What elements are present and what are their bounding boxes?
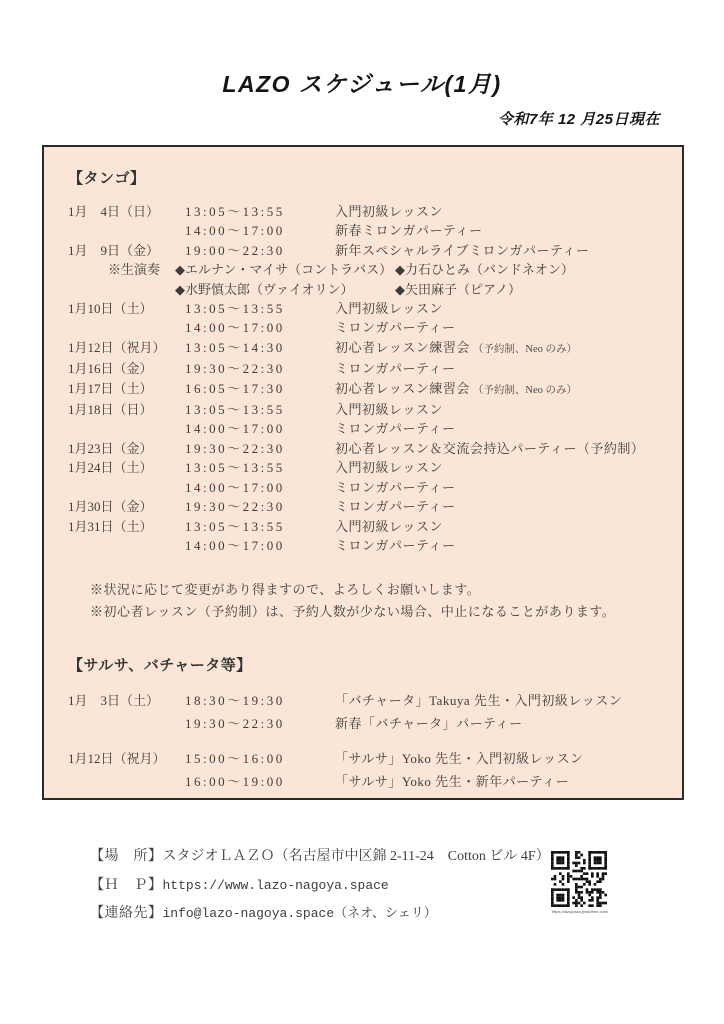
event-date: 1月17日（土） (68, 380, 153, 396)
event-title: ミロンガパーティー (335, 479, 456, 495)
event-date: 1月24日（土） (68, 460, 153, 476)
footer-row (90, 905, 550, 923)
schedule-row (68, 299, 668, 318)
event-time: 14:00～17:00 (185, 421, 285, 437)
event-title: ミロンガパーティー (335, 320, 456, 336)
event-time: 16:05～17:30 (185, 380, 285, 396)
event-date: 1月16日（金） (68, 361, 153, 377)
event-time: 19:30～22:30 (185, 361, 285, 377)
event-title: ミロンガパーティー (335, 421, 456, 437)
performer-name: ◆矢田麻子（ピアノ） (395, 281, 521, 297)
schedule-row (68, 712, 668, 735)
event-time: 13:05～13:55 (185, 204, 285, 219)
schedule-row (68, 497, 668, 516)
page-title: LAZO スケジュール(1月) (222, 71, 502, 97)
event-date: 1月31日（土） (68, 518, 153, 534)
schedule-row (68, 221, 668, 240)
event-title: 新春ミロンガパーティー (335, 223, 483, 239)
performer-name: ◆水野慎太郎（ヴァイオリン） (175, 281, 354, 297)
schedule-row (68, 536, 668, 555)
schedule-row (68, 747, 668, 770)
note-text: ※初心者レッスン（予約制）は、予約人数が少ない場合、中止になることがあります。 (90, 603, 616, 619)
event-date: 1月12日（祝月） (68, 751, 166, 767)
event-time: 19:30～22:30 (185, 499, 285, 515)
as-of-date: 令和7年 12 月25日現在 (497, 111, 660, 128)
schedule-section (68, 167, 668, 622)
schedule-row (68, 338, 668, 359)
event-title: 新年スペシャルライブミロンガパーティー (335, 242, 590, 258)
footer-label: 【連絡先】 (90, 906, 163, 921)
event-time: 19:00～22:30 (185, 242, 285, 258)
performer-name: ◆力石ひとみ（バンドネオン） (395, 262, 574, 278)
footer-row (90, 848, 550, 866)
event-date: 1月12日（祝月） (68, 339, 166, 355)
event-date: 1月 4日（日） (68, 204, 160, 219)
event-date: 1月30日（金） (68, 499, 153, 515)
event-time: 19:30～22:30 (185, 716, 285, 732)
schedule-row (68, 400, 668, 419)
event-time: 13:05～13:55 (185, 301, 285, 317)
footer-info (90, 848, 550, 934)
schedule-row (68, 419, 668, 438)
footer-row (90, 877, 550, 895)
event-title: 入門初級レッスン (335, 518, 443, 534)
event-time: 13:05～13:55 (185, 518, 285, 534)
event-title: 初心者レッスン練習会 (335, 380, 470, 396)
event-time: 15:00～16:00 (185, 751, 285, 767)
event-date: 1月 9日（金） (68, 242, 160, 258)
schedule-box (42, 145, 684, 800)
performer-name: ◆エルナン・マイサ（コントラバス） (175, 262, 393, 278)
schedule-rows (68, 202, 668, 555)
schedule-row (68, 517, 668, 536)
event-time: 13:05～13:55 (185, 402, 285, 418)
schedule-row (68, 359, 668, 378)
schedule-row (68, 770, 668, 793)
event-title: ミロンガパーティー (335, 537, 456, 553)
event-title: ミロンガパーティー (335, 361, 456, 377)
event-title: 初心者レッスン＆交流会持込パーティー（予約制） (335, 440, 645, 456)
footer-label: 【場 所】 (90, 849, 163, 864)
event-time: 14:00～17:00 (185, 320, 285, 336)
event-time: 13:05～14:30 (185, 339, 285, 355)
schedule-row (68, 379, 668, 400)
schedule-row (68, 318, 668, 337)
schedule-row (68, 202, 668, 221)
footer-value: スタジオＬＡＺＯ（名古屋市中区錦 2-11-24 Cotton ビル 4F） (162, 849, 550, 864)
qr-block (551, 851, 609, 914)
event-date: 1月 3日（土） (68, 693, 160, 709)
event-date: 1月18日（日） (68, 402, 153, 418)
note-text: ※状況に応じて変更があり得ますので、よろしくお願いします。 (90, 582, 481, 598)
event-title: 初心者レッスン練習会 (335, 339, 470, 355)
event-time: 18:30～19:30 (185, 693, 285, 709)
schedule-row (68, 458, 668, 477)
event-note: （予約制、Neo のみ） (472, 343, 577, 355)
qr-caption: https://lazoplaza.jimdofree.com/ (551, 909, 609, 914)
event-title: 「バチャータ」Takuya 先生・入門初級レッスン (335, 693, 623, 709)
event-time: 16:00～19:00 (185, 774, 285, 790)
event-title: 新春「バチャータ」パーティー (335, 716, 523, 732)
footer-value: https://www.lazo-nagoya.space (162, 877, 389, 893)
event-note: （予約制、Neo のみ） (472, 384, 577, 396)
qr-code-icon (551, 851, 607, 907)
event-time: 14:00～17:00 (185, 537, 285, 553)
footer-label: 【Ｈ Ｐ】 (90, 877, 163, 893)
event-date: 1月23日（金） (68, 440, 153, 456)
event-title: 「サルサ」Yoko 先生・新年パーティー (335, 774, 570, 790)
event-time: 19:30～22:30 (185, 440, 285, 456)
event-time: 14:00～17:00 (185, 223, 285, 239)
event-title: 入門初級レッスン (335, 402, 443, 418)
section-notes (90, 579, 668, 622)
performers-label: ※生演奏 (108, 262, 161, 278)
footer-value: info@lazo-nagoya.space（ネオ、シェリ） (162, 906, 437, 921)
schedule-row (68, 439, 668, 458)
section-heading: 【サルサ、バチャータ等】 (68, 658, 252, 675)
event-title: ミロンガパーティー (335, 499, 456, 515)
event-title: 入門初級レッスン (335, 460, 443, 476)
schedule-section (68, 654, 668, 793)
performers-row (68, 280, 668, 299)
schedule-sections (68, 167, 668, 793)
event-time: 13:05～13:55 (185, 460, 285, 476)
event-time: 14:00～17:00 (185, 479, 285, 495)
event-title: 入門初級レッスン (335, 301, 443, 317)
event-title: 入門初級レッスン (335, 204, 443, 219)
schedule-row (68, 241, 668, 260)
performers-row (68, 260, 668, 279)
event-title: 「サルサ」Yoko 先生・入門初級レッスン (335, 751, 584, 767)
schedule-row (68, 478, 668, 497)
section-heading: 【タンゴ】 (68, 171, 146, 187)
schedule-rows (68, 689, 668, 793)
schedule-row (68, 689, 668, 712)
event-date: 1月10日（土） (68, 301, 153, 317)
